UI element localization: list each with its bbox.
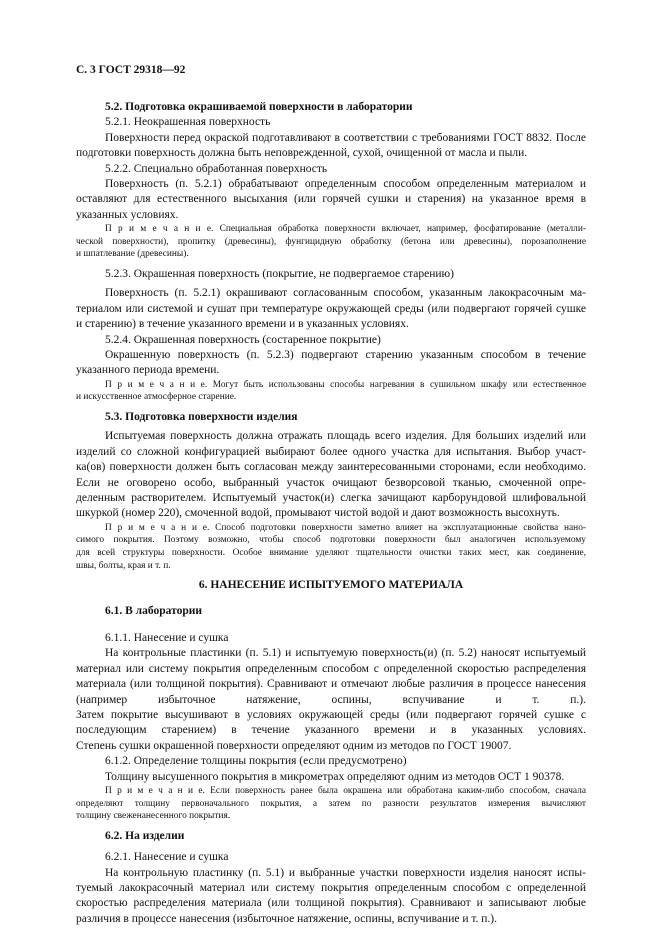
text-line: толщину свеженанесенного покрытия. [76, 811, 231, 822]
text-line: Поверхность (п. 5.2.1) окрашивают согласованным способом, указанным лакокрасочным ма- [105, 287, 586, 300]
paragraph [76, 348, 586, 379]
note-paragraph [76, 522, 586, 572]
text-line: изделий со сложной конфигурацией выбирают более одного участка для испытания. Выбор участ- [76, 445, 586, 458]
paragraph [76, 162, 586, 177]
paragraph [76, 131, 586, 162]
paragraph [76, 115, 586, 130]
text-line: и искусственное атмосферное старение. [76, 392, 237, 403]
text-line: 5.2.1. Неокрашенная поверхность [105, 116, 271, 129]
paragraph [76, 631, 586, 646]
paragraph [76, 770, 586, 785]
text-line: последующим старением) в течение указанного времени и в указанных условиях. [76, 724, 586, 737]
text-line: 6.2.1. Нанесение и сушка [105, 851, 229, 864]
text-line: На контрольные пластинки (п. 5.1) и испытуемую поверхность(и) (п. 5.2) наносят испытуемый [105, 647, 586, 660]
text-line: 6.1. В лаборатории [105, 604, 202, 617]
paragraph [76, 267, 586, 282]
text-line: 6.1.1. Нанесение и сушка [105, 632, 229, 644]
text-line: Испытуемая поверхность должна отражать площадь всего изделия. Для больших изделий или [105, 430, 586, 443]
text-line: Толщину высушенного покрытия в микрометрах определяют одним из методов ОСТ 1 90378. [105, 770, 565, 783]
page-header: С. 3 ГОСТ 29318—92 [76, 64, 186, 76]
text-line: скоростью распределения материала (или толщиной покрытия). Сравнивают и записывают любые [76, 897, 586, 910]
text-line: П р и м е ч а н и е. Способ подготовки поверхности заметно влияет на эксплуатационные свойства нано- [105, 522, 586, 533]
paragraph [76, 177, 586, 223]
text-line: швы, болты, края и т. п. [76, 560, 171, 571]
section-heading [76, 410, 586, 425]
text-line: подготовки поверхность должна быть неповрежденной, сухой, очищенной от масла и пыли. [76, 147, 528, 160]
note-paragraph [76, 785, 586, 823]
text-line: указанных условиях. [76, 208, 179, 221]
text-line: оставляют для естественного высыхания (или горячей сушки и старения) на указанное время в [76, 193, 586, 206]
text-line: материал или систему покрытия определенным способом с определенной скоростью распределения [76, 662, 586, 675]
paragraph [76, 866, 586, 928]
text-line: для всей структуры поверхности. Особое внимание уделяют тщательности очистки таких мест, как соединение, [76, 547, 586, 558]
text-line: материала (или толщиной покрытия). Сравнивают и отмечают любые различия в процессе нанесения [76, 678, 586, 691]
section-heading [76, 578, 586, 593]
text-line: П р и м е ч а н и е. Могут быть использованы способы нагревания в сушильном шкафу или естественное [105, 379, 586, 390]
text-line: На контрольную пластинку (п. 5.1) и выбранные участки поверхности изделия наносят испы- [105, 866, 586, 879]
section-heading [76, 829, 586, 844]
text-line: и старению) в течение указанного времени и в указанных условиях. [76, 318, 409, 331]
text-line: различия в процессе нанесения (избыточное натяжение, оспины, вспучивание и т. п.). [76, 912, 498, 925]
text-line: 5.2. Подготовка окрашиваемой поверхности в лаборатории [105, 101, 413, 113]
text-line: Степень сушки окрашенной поверхности определяют одним из методов по ГОСТ 19007. [76, 739, 512, 752]
text-line: 6.1.2. Определение толщины покрытия (если предусмотрено) [105, 755, 407, 768]
text-line: и шпатлевание (древесины). [76, 249, 189, 260]
text-line: симого покрытия. Поэтому возможно, чтобы способ подготовки поверхности был аналогичен используемому [76, 535, 586, 546]
text-line: 5.3. Подготовка поверхности изделия [105, 411, 298, 423]
text-line: П р и м е ч а н и е. Специальная обработка поверхности включает, например, фосфатирование (металли- [105, 224, 586, 235]
text-line: 5.2.4. Окрашенная поверхность (состаренное покрытие) [105, 333, 381, 346]
paragraph [76, 333, 586, 348]
text-line: указанного периода времени. [76, 364, 220, 377]
section-heading [76, 604, 586, 619]
text-line: Окрашенную поверхность (п. 5.2.3) подвергают старению указанным способом в течение [105, 349, 586, 361]
text-line: 6.2. На изделии [105, 829, 185, 842]
note-paragraph [76, 223, 586, 261]
paragraph [76, 646, 586, 754]
text-line: териалом или системой и сушат при температуре окружающей среды (или подвергают горячей сушке [76, 302, 586, 315]
text-line: Поверхности перед окраской подготавливают в соответствии с требованиями ГОСТ 8832. После [105, 131, 586, 144]
text-line: 6. НАНЕСЕНИЕ ИСПЫТУЕМОГО МАТЕРИАЛА [198, 579, 464, 592]
text-line: ка(ов) поверхности должен быть согласован между заинтересованными сторонами, если необходимо. [76, 461, 586, 474]
text-line: (например избыточное натяжение, оспины, вспучивание и т. п.). [76, 693, 586, 706]
paragraph [76, 754, 586, 769]
text-line: шкуркой (номер 220), смоченной водой, промывают чистой водой и дают возможность высохнуть. [76, 507, 560, 520]
text-line: деленным растворителем. Испытуемый участок(и) слегка зачищают карборундовой шлифовальной [76, 491, 586, 504]
paragraph [76, 286, 586, 332]
text-line: Затем покрытие высушивают в условиях окружающей среды (или подвергают горячей сушке с [76, 708, 586, 721]
paragraph [76, 850, 586, 865]
text-line: определяют толщину первоначального покрытия, а затем по разности результатов измерения вычисляют [76, 798, 586, 809]
text-line: Если не оговорено особо, выбранный участок очищают безворсовой тканью, смоченной опре- [76, 476, 586, 489]
section-heading [76, 100, 586, 115]
text-line: Поверхность (п. 5.2.1) обрабатывают определенным способом определенным материалом и [105, 178, 586, 190]
text-line: П р и м е ч а н и е. Если поверхность ранее была окрашена или обработана каким-либо способом, сначала [105, 786, 586, 796]
note-paragraph [76, 379, 586, 404]
text-line: 5.2.3. Окрашенная поверхность (покрытие, не подвергаемое старению) [105, 268, 454, 280]
text-line: ческой поверхности), пропитку (древесины), фунгицидную обработку (бетона или древесины), порозаполнение [76, 236, 586, 247]
text-line: туемый лакокрасочный материал или систему покрытия определенным способом с определенной [76, 881, 586, 894]
paragraph [76, 429, 586, 521]
text-line: 5.2.2. Специально обработанная поверхность [105, 162, 328, 175]
